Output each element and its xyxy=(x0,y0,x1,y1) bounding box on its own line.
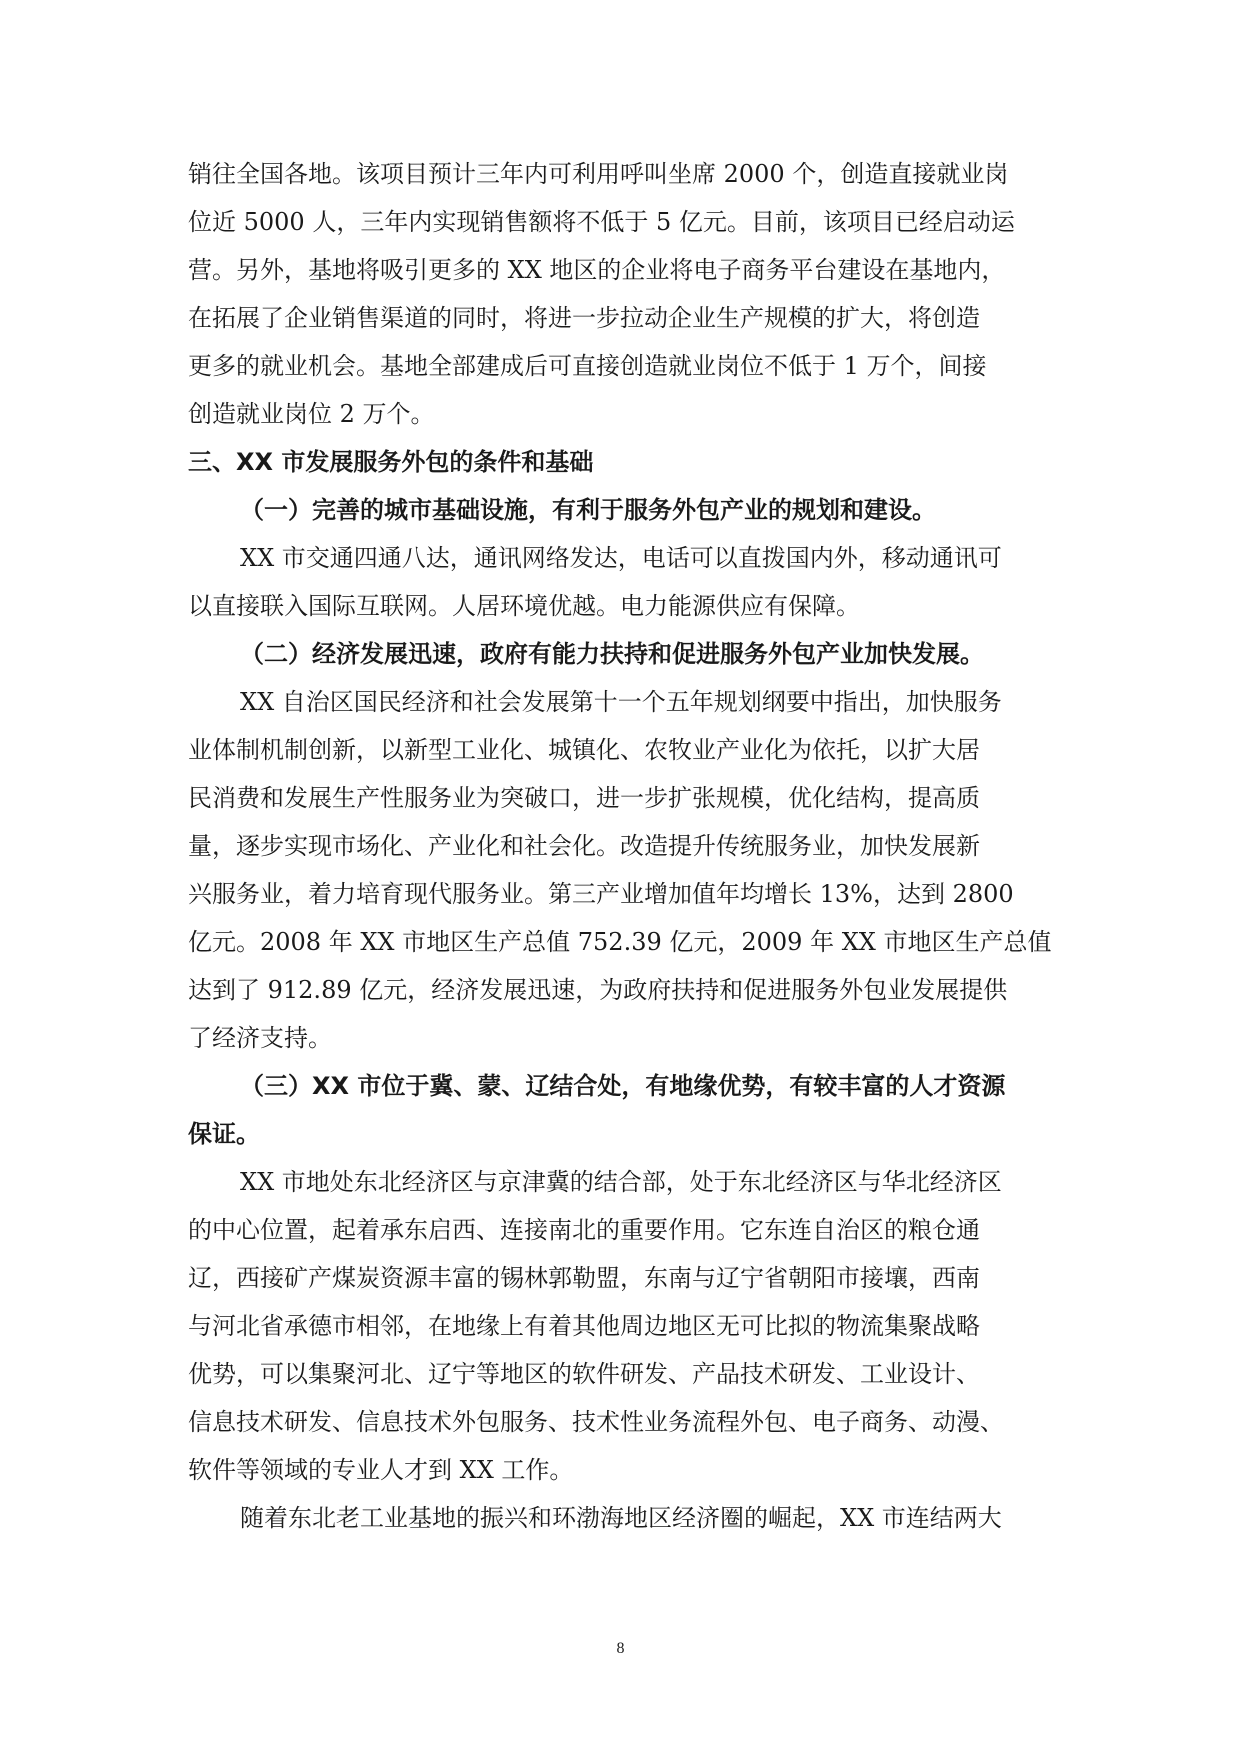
text-line: 优势，可以集聚河北、辽宁等地区的软件研发、产品技术研发、工业设计、 xyxy=(188,1360,980,1388)
text-line: 量，逐步实现市场化、产业化和社会化。改造提升传统服务业，加快发展新 xyxy=(188,832,980,860)
subsection-heading: （三）XX 市位于冀、蒙、辽结合处，有地缘优势，有较丰富的人才资源 xyxy=(240,1072,1006,1100)
text-line: 更多的就业机会。基地全部建成后可直接创造就业岗位不低于 1 万个，间接 xyxy=(188,352,987,380)
text-line: 兴服务业，着力培育现代服务业。第三产业增加值年均增长 13%，达到 2800 xyxy=(188,880,1014,908)
paragraph-first-line: XX 自治区国民经济和社会发展第十一个五年规划纲要中指出，加快服务 xyxy=(240,688,1002,716)
text-line: 与河北省承德市相邻，在地缘上有着其他周边地区无可比拟的物流集聚战略 xyxy=(188,1312,980,1340)
subsection-heading: （二）经济发展迅速，政府有能力扶持和促进服务外包产业加快发展。 xyxy=(240,640,984,668)
text-line: 信息技术研发、信息技术外包服务、技术性业务流程外包、电子商务、动漫、 xyxy=(188,1408,1004,1436)
subsection-heading: （一）完善的城市基础设施，有利于服务外包产业的规划和建设。 xyxy=(240,496,936,524)
text-line: 在拓展了企业销售渠道的同时，将进一步拉动企业生产规模的扩大，将创造 xyxy=(188,304,980,332)
paragraph-first-line: 随着东北老工业基地的振兴和环渤海地区经济圈的崛起，XX 市连结两大 xyxy=(240,1504,1002,1532)
text-line: 业体制机制创新，以新型工业化、城镇化、农牧业产业化为依托，以扩大居 xyxy=(188,736,980,764)
text-line: 软件等领域的专业人才到 XX 工作。 xyxy=(188,1456,574,1484)
text-line: 亿元。2008 年 XX 市地区生产总值 752.39 亿元，2009 年 XX 市地区生产总值 xyxy=(188,928,1052,956)
text-line: 销往全国各地。该项目预计三年内可利用呼叫坐席 2000 个，创造直接就业岗 xyxy=(188,160,1009,188)
paragraph-first-line: XX 市地处东北经济区与京津冀的结合部，处于东北经济区与华北经济区 xyxy=(240,1168,1002,1196)
text-line: 民消费和发展生产性服务业为突破口，进一步扩张规模，优化结构，提高质 xyxy=(188,784,980,812)
text-line: 以直接联入国际互联网。人居环境优越。电力能源供应有保障。 xyxy=(188,592,860,620)
text-line: 营。另外，基地将吸引更多的 XX 地区的企业将电子商务平台建设在基地内， xyxy=(188,256,1006,284)
section-heading: 三、XX 市发展服务外包的条件和基础 xyxy=(188,448,594,476)
text-line: 辽，西接矿产煤炭资源丰富的锡林郭勒盟，东南与辽宁省朝阳市接壤，西南 xyxy=(188,1264,980,1292)
subsection-heading-continued: 保证。 xyxy=(188,1120,260,1148)
page-number: 8 xyxy=(616,1640,625,1657)
text-line: 了经济支持。 xyxy=(188,1024,332,1052)
paragraph-first-line: XX 市交通四通八达，通讯网络发达，电话可以直拨国内外，移动通讯可 xyxy=(240,544,1002,572)
document-body xyxy=(188,150,1068,1542)
text-line: 达到了 912.89 亿元，经济发展迅速，为政府扶持和促进服务外包业发展提供 xyxy=(188,976,1008,1004)
text-line: 创造就业岗位 2 万个。 xyxy=(188,400,435,428)
text-line: 位近 5000 人，三年内实现销售额将不低于 5 亿元。目前，该项目已经启动运 xyxy=(188,208,1015,236)
text-line: 的中心位置，起着承东启西、连接南北的重要作用。它东连自治区的粮仓通 xyxy=(188,1216,980,1244)
